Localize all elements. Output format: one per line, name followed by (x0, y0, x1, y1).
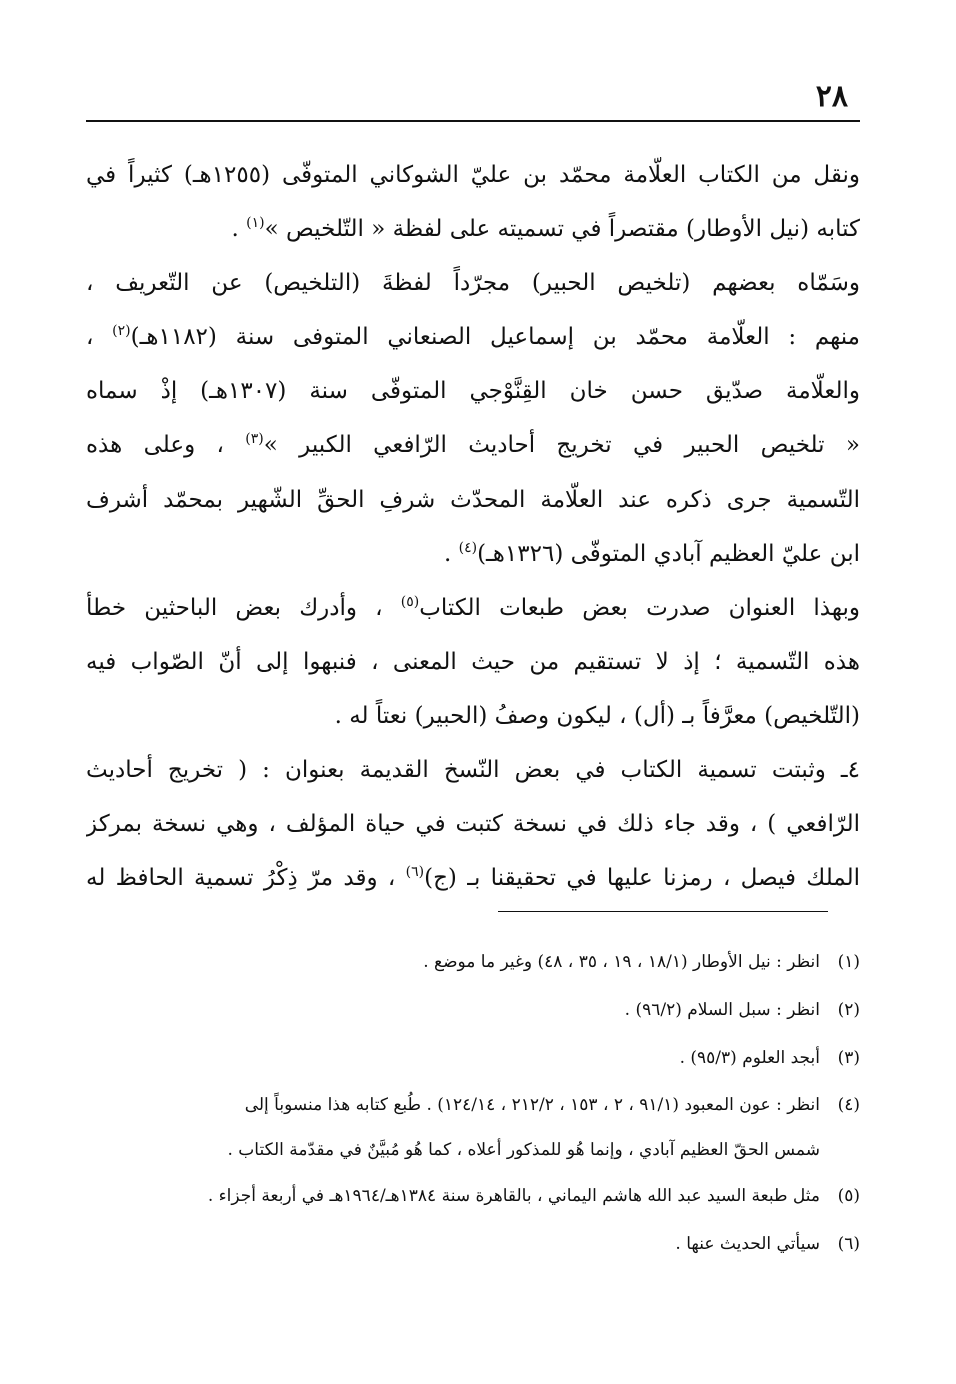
text-line (86, 148, 860, 202)
footnote-ref[interactable]: (١) (246, 215, 265, 232)
footnote-4 (86, 1082, 860, 1128)
footnote-number: (٥) (837, 1186, 860, 1206)
text-line (86, 689, 860, 743)
text-run: ، وعلى هذه (86, 432, 246, 459)
text-line (86, 797, 860, 851)
footnote-1 (86, 938, 860, 986)
text-line (86, 310, 860, 364)
text-run: ونقل من الكتاب العلّامة محمّد بن عليّ الشوكاني المتوفّى (١٢٥٥هـ) كثيراً في (86, 162, 860, 188)
page-number: ٢٨ (815, 79, 848, 114)
footnote-text: مثل طبعة السيد عبد الله هاشم اليماني ، بالقاهرة سنة ١٣٨٤هـ/١٩٦٤هـ في أربعة أجزاء . (207, 1186, 820, 1206)
text-line (86, 581, 860, 635)
text-run: والعلّامة صدّيق حسن خان القِنَّوْجي المتوفّى سنة (١٣٠٧هـ) إذْ سماه (86, 378, 860, 405)
text-line (86, 418, 860, 472)
text-run: وسَمّاه بعضهم (تلخيص الحبير) مجرّداً لفظةَ (التلخيص) عن التّعريف ، (86, 270, 860, 297)
main-text (86, 148, 860, 905)
text-run: هذه التّسمية ؛ إذ لا تستقيم من حيث المعنى ، فنبهوا إلى أنّ الصّواب فيه (86, 648, 860, 675)
footnote-number: (٣) (837, 1048, 860, 1068)
footnote-separator (498, 911, 828, 912)
footnote-text: انظر : عون المعبود (٩١/١ ، ٢ ، ١٥٣ ، ٢١٢/٢ ، ١٢٤/١٤) . طُبع كتابه هذا منسوباً إلى (244, 1095, 820, 1115)
text-run: التّسمية جرى ذكره عند العلّامة المحدّث شرفِ الحقِّ الشّهير بمحمّد أشرف (86, 486, 860, 513)
text-run: الملك فيصل ، رمزنا عليها في تحقيقنا بـ (ج) (424, 865, 860, 892)
text-line (86, 851, 860, 905)
text-line (86, 256, 860, 310)
text-run: . (443, 540, 459, 567)
footnote-5 (86, 1172, 860, 1220)
text-line (86, 527, 860, 581)
footnote-3 (86, 1034, 860, 1082)
text-line (86, 473, 860, 527)
footnote-text: أبجد العلوم (٩٥/٣) . (679, 1048, 820, 1068)
footnote-text: انظر : سبل السلام (٩٦/٢) . (624, 1000, 820, 1020)
text-run: (التّلخيص) معرَّفاً بـ (أل) ، ليكون وصفُ (الحبير) نعتاً له . (334, 702, 860, 729)
footnote-ref[interactable]: (٥) (400, 593, 420, 610)
footnote-text: انظر : نيل الأوطار (١٨/١ ، ١٩ ، ٣٥ ، ٤٨) وغير ما موضع . (423, 952, 820, 972)
header-rule (86, 120, 860, 122)
text-run: ابن عليّ العظيم آبادي المتوفّى (١٣٢٦هـ) (477, 540, 860, 567)
text-line (86, 635, 860, 689)
text-run: ٤ـ وثبتت تسمية الكتاب في بعض النّسخ القديمة بعنوان : ( تخريج أحاديث (86, 757, 860, 784)
text-run: « تلخيص الحبير في تخريج أحاديث الرّافعي الكبير » (263, 432, 860, 459)
footnote-4-continued (86, 1128, 860, 1172)
footnote-number: (٤) (837, 1095, 860, 1115)
text-line (86, 364, 860, 418)
text-run: ، (86, 324, 113, 351)
text-run: وبهذا العنوان صدرت بعض طبعات الكتاب (419, 594, 860, 621)
footnote-ref[interactable]: (٦) (405, 864, 425, 881)
text-run: الرّافعي ) ، وقد جاء ذلك في نسخة كتبت في حياة المؤلف ، وهي نسخة بمركز (86, 811, 860, 838)
footnote-number: (٦) (837, 1234, 860, 1254)
text-run: كتابه (نيل الأوطار) مقتصراً في تسميته على لفظة « التّلخيص » (264, 216, 860, 243)
text-run: . (231, 216, 247, 243)
footnote-number: (١) (837, 952, 860, 972)
footnote-6 (86, 1220, 860, 1268)
footnote-text: سيأتي الحديث عنها . (675, 1234, 820, 1254)
text-line (86, 743, 860, 797)
text-run: منهم : العلّامة محمّد بن إسماعيل الصنعاني المتوفى سنة (١١٨٢هـ) (130, 324, 860, 351)
footnote-2 (86, 986, 860, 1034)
footnote-number: (٢) (837, 1000, 860, 1020)
text-line (86, 202, 860, 256)
text-run: ، وأدرك بعض الباحثين خطأ (86, 594, 401, 621)
footnote-text: شمس الحقّ العظيم آبادي ، وإنما هُو للمذكور أعلاه ، كما هُو مُبيَّنٌ في مقدّمة الكتاب . (227, 1140, 820, 1160)
footnotes (86, 938, 860, 1268)
footnote-ref[interactable]: (٣) (245, 431, 264, 448)
footnote-ref[interactable]: (٤) (458, 539, 478, 556)
footnote-ref[interactable]: (٢) (112, 323, 131, 340)
text-run: ، وقد مرّ ذِكْرُ تسمية الحافظ له (86, 865, 406, 892)
